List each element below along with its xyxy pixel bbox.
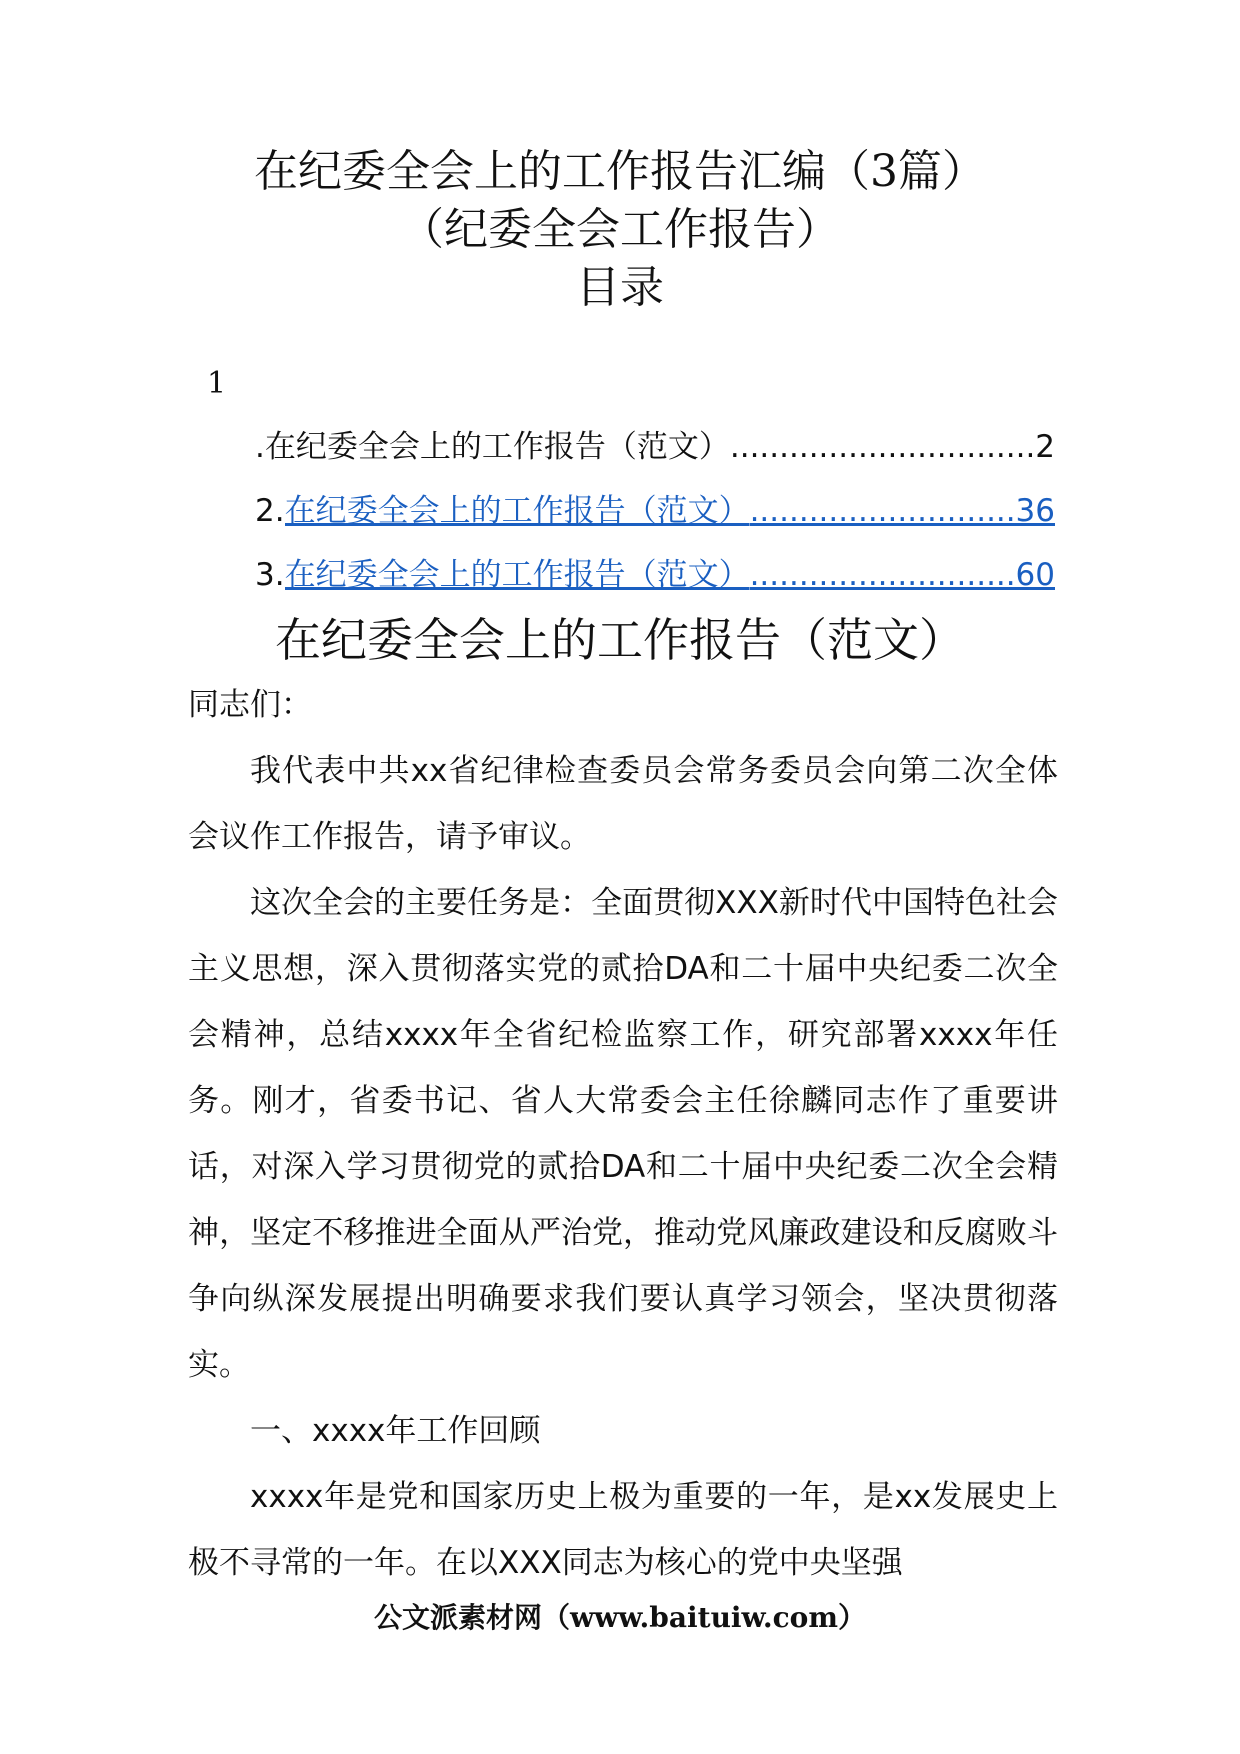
section-heading-1: 一、xxxx年工作回顾	[250, 1413, 541, 1449]
salutation: 同志们：	[188, 687, 312, 723]
toc-item-1[interactable]	[255, 425, 1055, 469]
toc-item-text: .在纪委全会上的工作报告（范文）	[255, 429, 730, 465]
toc-item-text: 在纪委全会上的工作报告（范文）	[284, 557, 750, 593]
toc-heading: 目录	[576, 262, 664, 313]
toc-item-text: 在纪委全会上的工作报告（范文）	[284, 493, 750, 529]
title-part-number: 3	[870, 146, 898, 197]
document-title-line-1	[0, 142, 1240, 202]
toc-item-page: 2	[1035, 429, 1055, 465]
title-part-a: 在纪委全会上的工作报告汇编（	[254, 146, 870, 197]
toc-item-prefix: 3.	[255, 557, 285, 593]
toc-item-2[interactable]	[255, 489, 1055, 533]
paragraph-3: xxxx年是党和国家历史上极为重要的一年，是xx发展史上极不寻常的一年。在以XXX同志为核心的党中央坚强	[188, 1479, 1058, 1581]
toc-item-page: 60	[1015, 557, 1055, 593]
paragraph-2: 这次全会的主要任务是：全面贯彻XXX新时代中国特色社会主义思想，深入贯彻落实党的贰拾DA和二十届中央纪委二次全会精神，总结xxxx年全省纪检监察工作，研究部署xxxx年任务。刚才，省委书记、省人大常委会主任徐麟同志作了重要讲话，对深入学习贯彻党的贰拾DA和二十届中央纪委二次全会精神，坚定不移推进全面从严治党，推动党风廉政建设和反腐败斗争向纵深发展提出明确要求我们要认真学习领会，坚决贯彻落实。	[188, 885, 1058, 1383]
toc-leader-dots	[750, 489, 1016, 533]
document-title-line-2: （纪委全会工作报告）	[400, 204, 840, 255]
footer-watermark: 公文派素材网（www.baituiw.com）	[374, 1601, 866, 1634]
toc-item-3[interactable]	[255, 553, 1055, 597]
article-body	[188, 672, 1058, 1596]
toc-item-link[interactable]	[285, 489, 1055, 533]
paragraph-1: 我代表中共xx省纪律检查委员会常务委员会向第二次全体会议作工作报告，请予审议。	[188, 753, 1058, 855]
toc-stray-number: 1	[207, 366, 227, 401]
title-part-b: 篇）	[898, 146, 986, 197]
toc-item-prefix: 2.	[255, 493, 285, 529]
toc-leader-dots	[750, 553, 1016, 597]
toc-leader-dots	[730, 425, 1035, 469]
toc-item-page: 36	[1015, 493, 1055, 529]
toc-item-entry[interactable]	[255, 425, 1055, 469]
toc-item-link[interactable]	[285, 553, 1055, 597]
article-heading: 在纪委全会上的工作报告（范文）	[275, 613, 965, 667]
